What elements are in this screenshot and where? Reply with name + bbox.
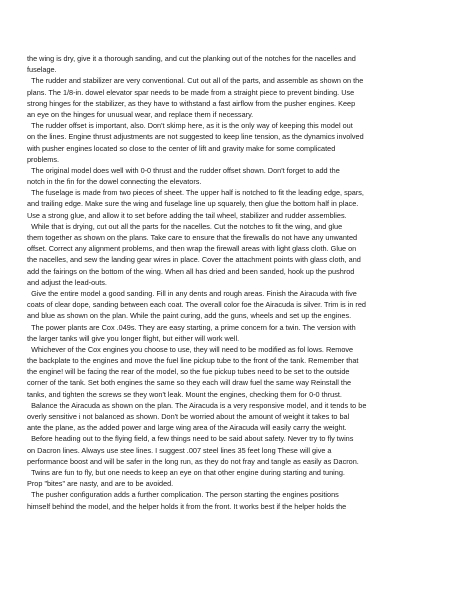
paragraph-fuselage: The fuselage is made from two pieces of sheet. The upper half is notched to fit the leading edge, spars, and trailing edge. Make sure the wing and fuselage line up squarely, then glue the bottom half in place. Use a strong glue, and allow it to set before adding the tail wheel, stabilizer and rudder assemblies. <box>27 188 364 220</box>
paragraph-balance: Balance the Airacuda as shown on the plan. The Airacuda is a very responsive model, and it tends to be overly sensitive i not balanced as shown. Don't be worried about the amount of weight it takes to bal ante the plane, as the added power and large wing area of the Airacuda will easily carry the weight. <box>27 400 367 433</box>
paragraph-rudder-offset: The rudder offset is important, also. Don't skimp here, as it is the only way of keeping this model out on the lines. Engine thrust adjustments are not suggested to keep line tension, as the dynamics involved with pusher engines located so close to the center of lift and gravity make for some complicated problems. <box>27 121 364 164</box>
document-page <box>27 53 439 512</box>
paragraph-power-plants: The power plants are Cox .049s. They are easy starting, a prime concern for a twin. The version with the larger tanks will give you longer flight, but either will work well. <box>27 322 356 343</box>
paragraph-pusher-configuration: The pusher configuration adds a further complication. The person starting the engines positions himself behind the model, and the helper holds it from the front. It works best if the helper holds the <box>27 490 347 511</box>
paragraph-rudder-stabilizer: The rudder and stabilizer are very conventional. Cut out all of the parts, and assemble as shown on the plans. The 1/8-in. dowel elevator spar needs to be made from a straight piece to prevent binding. Use strong hinges for the stabilizer, as they have to withstand a fast airflow from the pusher engines. Keep an eye on the hinges for unusual wear, and replace them if necessary. <box>27 76 364 119</box>
paragraph-twins-fun: Twins are fun to fly, but one needs to keep an eye on that other engine during starting and tuning. Prop "bites" are nasty, and are to be avoided. <box>27 467 345 489</box>
paragraph-wing-sanding: the wing is dry, give it a thorough sanding, and cut the planking out of the notches for the nacelles and fuselage. <box>27 54 356 75</box>
paragraph-engine-modification: Whichever of the Cox engines you choose to use, they will need to be modified as fol lows. Remove the backplate to the engines and move the fuel line pickup tube to the front of the tank. Remember that the engine! will be facing the rear of the model, so the fue pickup tubes need to be set to the outside corner of the tank. Set both engines the same so they each will draw fuel the same way Reinstall the tanks, and tighten the screws se they won't leak. Mount the engines, checking them for 0-0 thrust. <box>27 344 359 399</box>
paragraph-sanding-finish: Give the entire model a good sanding. Fill in any dents and rough areas. Finish the Airacuda with five coats of clear dope, sanding between each coat. The overall color foe the Airacuda is silver. Trim is in red and blue as shown on the plan. While the paint curing, add the guns, wheels and set up the engines. <box>27 288 366 321</box>
paragraph-original-model: The original model does well with 0-0 thrust and the rudder offset shown. Don't forget to add the notch in the fin for the dowel connecting the elevators. <box>27 165 340 187</box>
paragraph-nacelles: While that is drying, cut out all the parts for the nacelles. Cut the notches to fit the wing, and glue them together as shown on the plans. Take care to ensure that the firewalls do not have any unwanted offset. Correct any alignment problems, and then wrap the firewall areas with light glass cloth. Glue on the nacelles, and sew the landing gear wires in place. Cover the attachment points with glass cloth, and add the fairings on the bottom of the wing. When all has dried and been sanded, hook up the pushrod and adjust the lead-outs. <box>27 221 361 287</box>
paragraph-safety: Before heading out to the flying field, a few things need to be said about safety. Never try to fly twins on Dacron lines. Always use stee lines. I suggest .007 steel lines 35 feet long These will give a performance boost and will be safer in the long run, as they do not fray and tangle as easily as Dacron. <box>27 434 359 466</box>
